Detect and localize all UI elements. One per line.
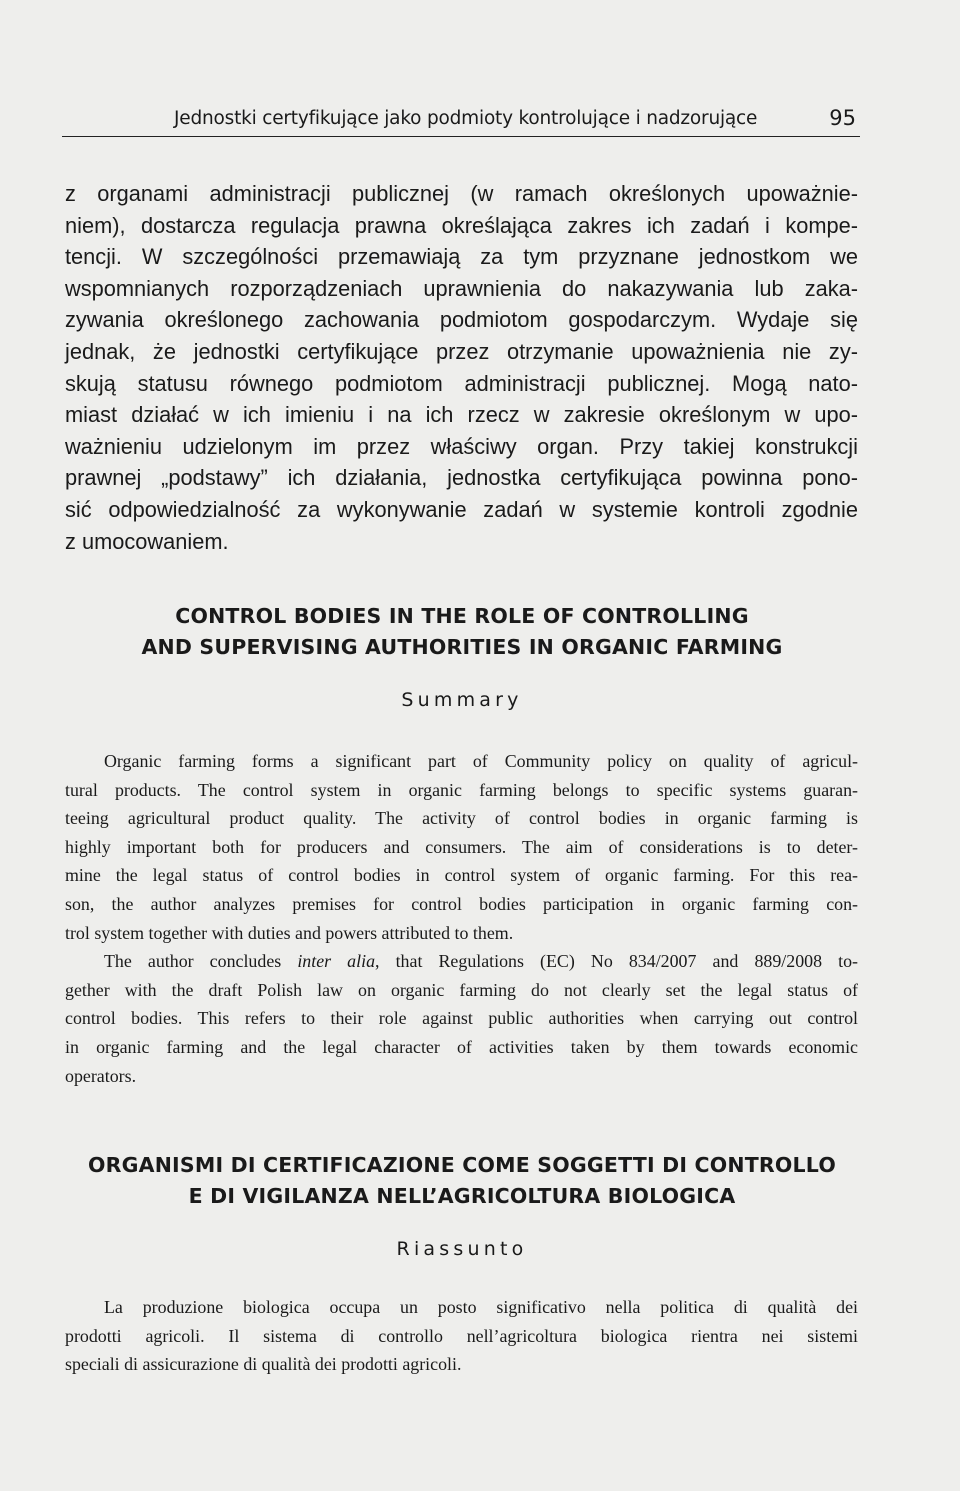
english-title-line: CONTROL BODIES IN THE ROLE OF CONTROLLING: [175, 604, 749, 628]
latin-phrase: inter alia: [297, 951, 376, 972]
summary-line: Organic farming forms a significant part of Community policy on quality of agricul-: [104, 751, 858, 771]
body-line: prawnej „podstawy” ich działania, jednostka certyfikująca powinna pono-: [65, 465, 858, 491]
italian-title-line: E DI VIGILANZA NELL’AGRICOLTURA BIOLOGICA: [188, 1184, 736, 1208]
summary-line: control bodies. This refers to their role against public authorities when carrying out control: [65, 1008, 858, 1029]
body-line: miast działać w ich imieniu i na ich rzecz w zakresie określonym w upo-: [65, 402, 858, 428]
body-line: wspomnianych rozporządzeniach uprawnienia do nakazywania lub zaka-: [65, 275, 858, 301]
summary-line: tural products. The control system in organic farming belongs to specific systems guaran-: [65, 779, 858, 800]
body-line: z organami administracji publicznej (w ramach określonych upoważnie-: [65, 181, 858, 206]
english-title-line: AND SUPERVISING AUTHORITIES IN ORGANIC FARMING: [141, 635, 783, 659]
body-line: jednak, że jednostki certyfikujące przez otrzymanie upoważnienia nie zy-: [65, 338, 858, 364]
summary-label: Summary: [401, 689, 523, 711]
english-summary: [65, 747, 858, 1090]
summary-line: teeing agricultural product quality. The activity of control bodies in organic farming is: [65, 808, 858, 829]
summary-line: highly important both for producers and consumers. The aim of considerations is to deter-: [65, 836, 858, 857]
summary-line: prodotti agricoli. Il sistema di controllo nell’agricoltura biologica rientra nei sistemi: [65, 1325, 858, 1346]
summary-line: La produzione biologica occupa un posto significativo nella politica di qualità dei: [104, 1297, 858, 1317]
body-line: niem), dostarcza regulacja prawna określająca zakres ich zadań i kompe-: [65, 212, 858, 238]
body-line: z umocowaniem.: [65, 528, 229, 554]
italian-summary: [65, 1293, 858, 1379]
body-line: skują statusu równego podmiotom administracji publicznej. Mogą nato-: [65, 370, 858, 396]
summary-text: The author concludes: [104, 951, 298, 972]
page-number: 95: [829, 106, 856, 130]
running-title: Jednostki certyfikujące jako podmioty kontrolujące i nadzorujące: [174, 108, 758, 129]
summary-line: speciali di assicurazione di qualità dei prodotti agricoli.: [65, 1354, 462, 1375]
body-line: tencji. W szczególności przemawiają za tym przyznane jednostkom we: [65, 244, 858, 270]
body-line: sić odpowiedzialność za wykonywanie zadań w systemie kontroli zgodnie: [65, 496, 858, 522]
running-header: [62, 104, 860, 137]
summary-line: mine the legal status of control bodies in control system of organic farming. For this rea-: [65, 865, 858, 886]
riassunto-label: Riassunto: [396, 1238, 528, 1260]
summary-line: [65, 947, 858, 976]
italian-section-title: [62, 1150, 862, 1212]
summary-text: , that Regulations (EC) No 834/2007 and 889/2008 to-: [375, 951, 858, 972]
polish-body-text: [65, 178, 858, 557]
summary-line: son, the author analyzes premises for control bodies participation in organic farming con-: [65, 893, 858, 914]
summary-line: operators.: [65, 1065, 137, 1086]
english-section-title: [62, 601, 862, 663]
body-line: zywania określonego zachowania podmiotom gospodarczym. Wydaje się: [65, 307, 858, 333]
body-line: ważnieniu udzielonym im przez właściwy organ. Przy takiej konstrukcji: [65, 433, 858, 459]
summary-line: in organic farming and the legal character of activities taken by them towards economic: [65, 1036, 858, 1057]
summary-line: gether with the draft Polish law on organic farming do not clearly set the legal status of: [65, 979, 858, 1000]
summary-line: trol system together with duties and powers attributed to them.: [65, 922, 514, 943]
italian-title-line: ORGANISMI DI CERTIFICAZIONE COME SOGGETTI DI CONTROLLO: [88, 1153, 836, 1177]
